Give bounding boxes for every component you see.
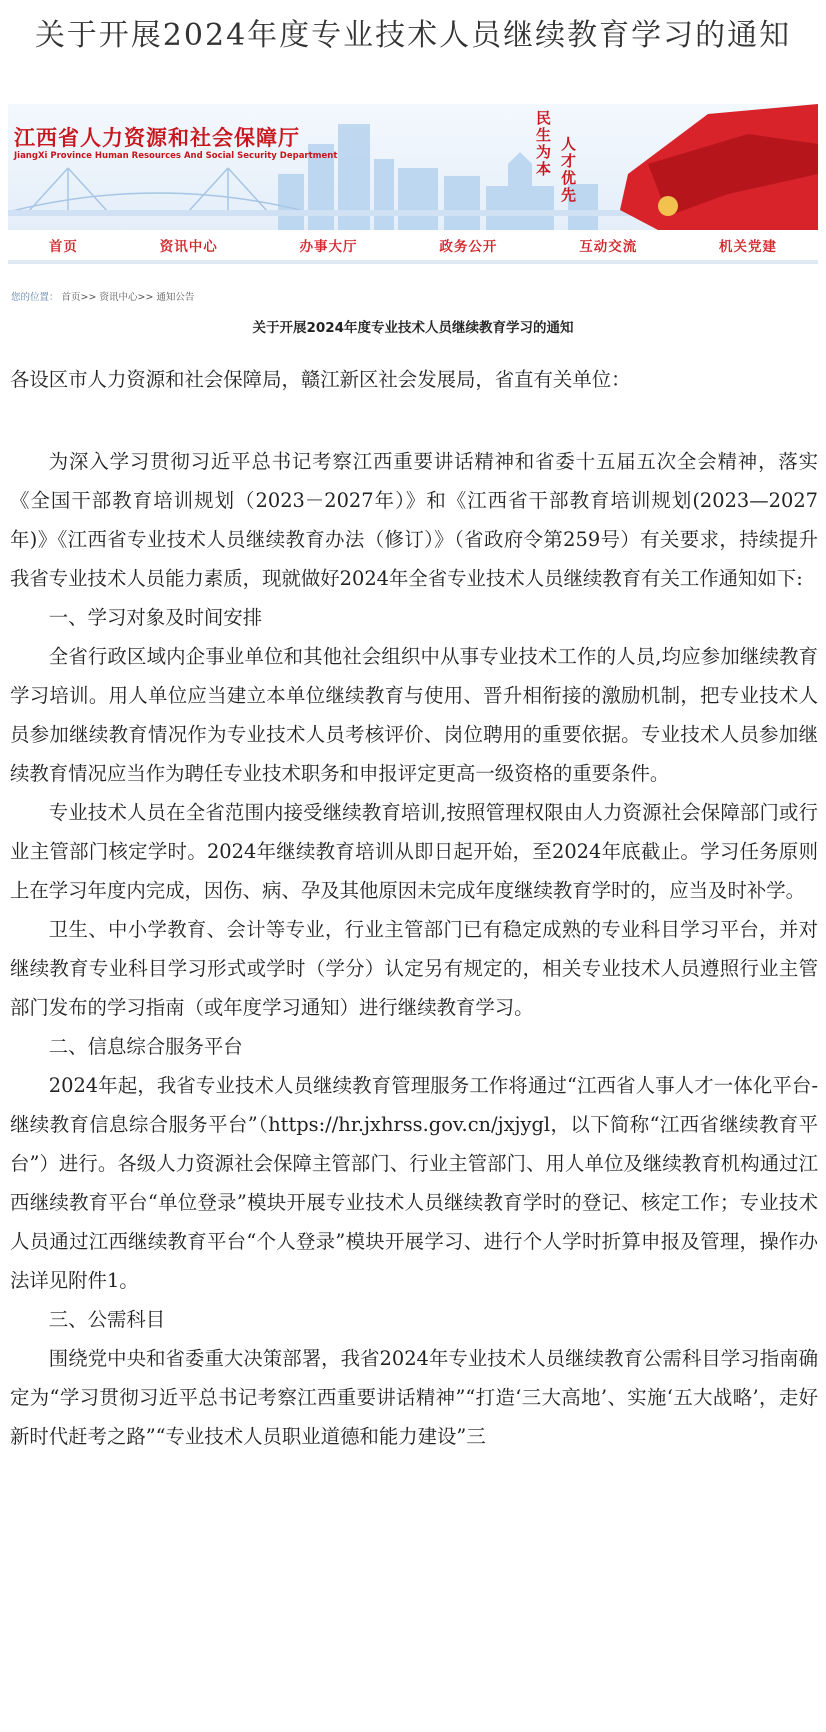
website-header-screenshot [8,104,818,344]
nav-item-home[interactable]: 首页 [48,239,78,255]
section1-paragraph-1: 全省行政区域内企事业单位和其他社会组织中从事专业技术工作的人员,均应参加继续教育学习培训。用人单位应当建立本单位继续教育与使用、晋升相衔接的激励机制，把专业技术人员参加继续教育情况作为专业技术人员考核评价、岗位聘用的重要依据。专业技术人员参加继续教育情况应当作为聘任专业技术职务和申报评定更高一级资格的重要条件。 [10,645,818,785]
article-body [10,360,818,1456]
site-banner [8,104,818,230]
nav-item-party-building[interactable]: 机关党建 [719,239,778,255]
salutation: 各设区市人力资源和社会保障局，赣江新区社会发展局，省直有关单位： [10,368,631,391]
org-name-cn: 江西省人力资源和社会保障厅 [14,126,300,150]
section-heading-3: 三、公需科目 [48,1308,166,1331]
intro-paragraph: 为深入学习贯彻习近平总书记考察江西重要讲话精神和省委十五届五次全会精神，落实《全国干部教育培训规划（2023－2027年）》和《江西省干部教育培训规划(2023—2027年)》《江西省专业技术人员继续教育办法（修订）》（省政府令第259号）有关要求，持续提升我省专业技术人员能力素质，现就做好2024年全省专业技术人员继续教育有关工作通知如下: [10,450,818,590]
nav-item-interaction[interactable]: 互动交流 [579,239,638,255]
slogan-left: 民生为本 [536,109,552,178]
breadcrumb-label: 您的位置： [11,292,59,303]
slogan-right: 人才优先 [561,135,577,204]
section2-paragraph-1: 2024年起，我省专业技术人员继续教育管理服务工作将通过“江西省人事人才一体化平台-继续教育信息综合服务平台”（https://hr.jxhrss.gov.cn/jxjygl，以下简称“江西省继续教育平台”）进行。各级人力资源社会保障主管部门、行业主管部门、用人单位及继续教育机构通过江西继续教育平台“单位登录”模块开展专业技术人员继续教育学时的登记、核定工作；专业技术人员通过江西继续教育平台“个人登录”模块开展学习、进行个人学时折算申报及管理，操作办法详见附件1。 [10,1074,818,1292]
section-heading-1: 一、学习对象及时间安排 [48,606,263,629]
org-name-en: JiangXi Province Human Resources And Social Security Department [14,151,338,161]
page-heading: 关于开展2024年度专业技术人员继续教育学习的通知 [252,320,574,336]
breadcrumb [11,289,194,303]
nav-item-services[interactable]: 办事大厅 [299,239,358,255]
section-heading-2: 二、信息综合服务平台 [48,1035,243,1058]
section1-paragraph-2: 专业技术人员在全省范围内接受继续教育培训,按照管理权限由人力资源社会保障部门或行业主管部门核定学时。2024年继续教育培训从即日起开始，至2024年底截止。学习任务原则上在学习年度内完成，因伤、病、孕及其他原因未完成年度继续教育学时的，应当及时补学。 [10,801,818,902]
main-nav [8,230,818,264]
nav-item-government-affairs[interactable]: 政务公开 [439,239,498,255]
section3-paragraph-1: 围绕党中央和省委重大决策部署，我省2024年专业技术人员继续教育公需科目学习指南确定为“学习贯彻习近平总书记考察江西重要讲话精神”“打造‘三大高地’、实施‘五大战略’，走好新时代赶考之路”“专业技术人员职业道德和能力建设”三 [10,1347,818,1448]
blank-line [10,399,818,438]
section1-paragraph-3: 卫生、中小学教育、会计等专业，行业主管部门已有稳定成熟的专业科目学习平台，并对继续教育专业科目学习形式或学时（学分）认定另有规定的，相关专业技术人员遵照行业主管部门发布的学习指南（或年度学习通知）进行继续教育学习。 [10,918,818,1019]
nav-item-news[interactable]: 资讯中心 [159,239,218,255]
article-title: 关于开展2024年度专业技术人员继续教育学习的通知 [34,18,792,53]
breadcrumb-path[interactable]: 首页>> 资讯中心>> 通知公告 [61,292,195,303]
